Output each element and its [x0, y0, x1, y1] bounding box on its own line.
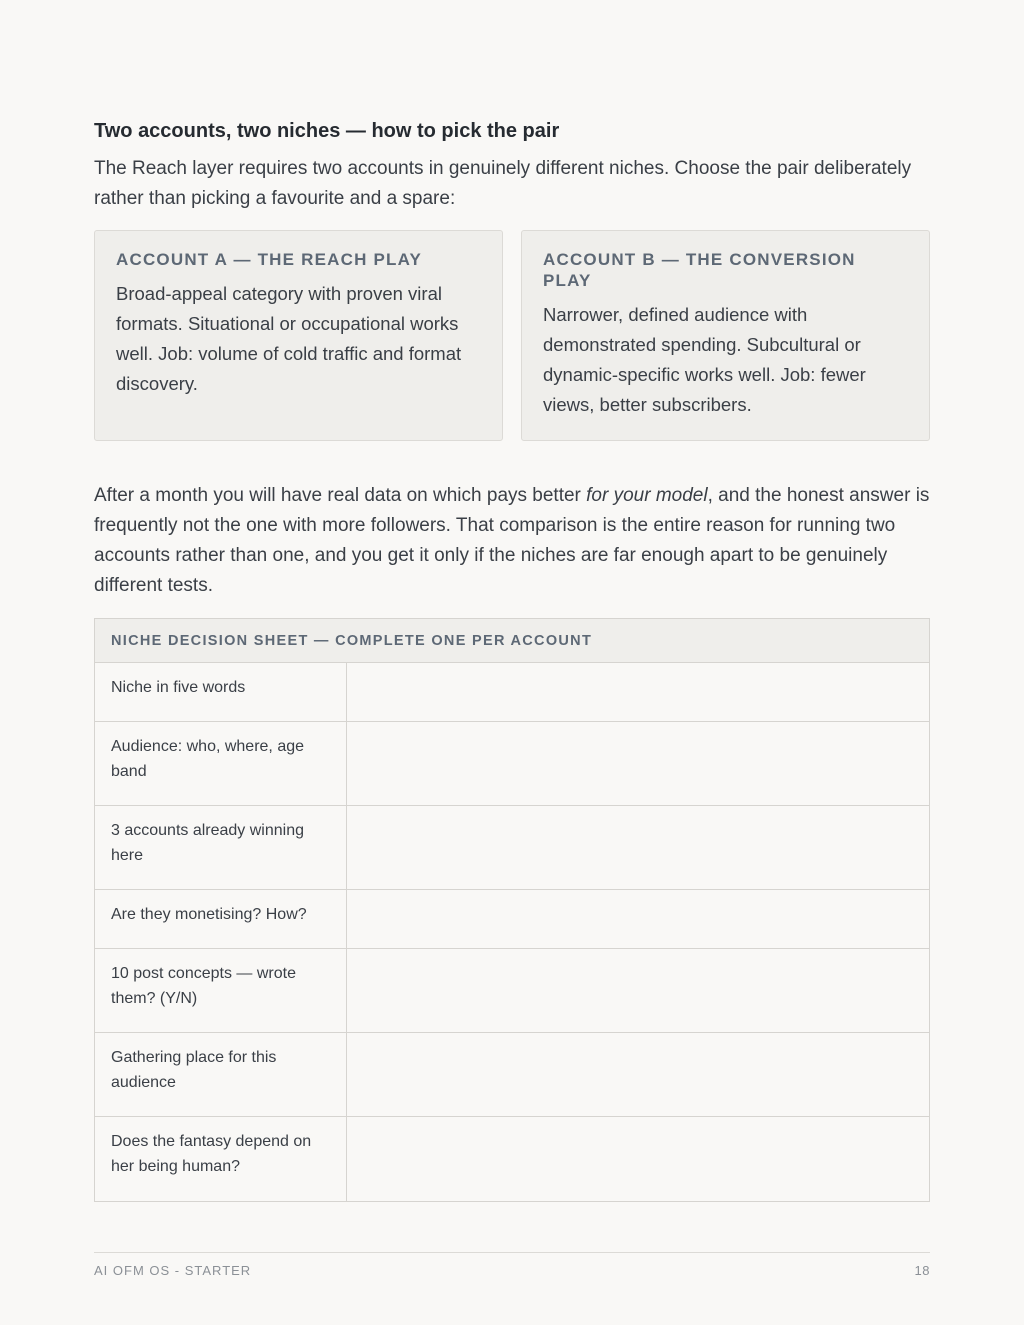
table-row [95, 1033, 929, 1117]
account-a-card [94, 230, 503, 441]
row-label: 10 post concepts — wrote them? (Y/N) [95, 949, 347, 1032]
row-label: Are they monetising? How? [95, 890, 347, 948]
table-row [95, 1117, 929, 1201]
row-value-field[interactable] [347, 949, 929, 1032]
followup-after: , and the honest answer is frequently not the one with more followers. That comparison is the entire reason for running two accounts rather than one, and you get it only if the niches are far enough apart to be genuinely different tests. [94, 485, 930, 596]
row-value-field[interactable] [347, 1033, 929, 1116]
row-value-field[interactable] [347, 806, 929, 889]
row-label: Niche in five words [95, 663, 347, 721]
account-b-card [521, 230, 930, 441]
followup-paragraph [94, 481, 930, 601]
row-label: Does the fantasy depend on her being human? [95, 1117, 347, 1201]
table-row [95, 890, 929, 949]
row-value-field[interactable] [347, 663, 929, 721]
account-b-title: ACCOUNT B — THE CONVERSION PLAY [543, 250, 856, 290]
account-a-text: Broad-appeal category with proven viral formats. Situational or occupational works well. Job: volume of cold traffic and format discovery. [116, 283, 462, 394]
row-value-field[interactable] [347, 890, 929, 948]
account-b-text: Narrower, defined audience with demonstrated spending. Subcultural or dynamic-specific works well. Job: fewer views, better subscribers. [543, 304, 866, 415]
footer-title: AI OFM OS - STARTER [94, 1263, 252, 1278]
row-label: Gathering place for this audience [95, 1033, 347, 1116]
row-label: 3 accounts already winning here [95, 806, 347, 889]
row-value-field[interactable] [347, 1117, 929, 1201]
table-row [95, 806, 929, 890]
page-footer [94, 1252, 930, 1278]
row-label: Audience: who, where, age band [95, 722, 347, 805]
account-a-title: ACCOUNT A — THE REACH PLAY [116, 250, 423, 269]
section-heading: Two accounts, two niches — how to pick the pair [94, 120, 560, 142]
followup-before: After a month you will have real data on which pays better [94, 485, 587, 506]
table-row [95, 722, 929, 806]
row-value-field[interactable] [347, 722, 929, 805]
intro-paragraph: The Reach layer requires two accounts in genuinely different niches. Choose the pair deliberately rather than picking a favourite and a spare: [94, 158, 912, 209]
sheet-header: NICHE DECISION SHEET — COMPLETE ONE PER ACCOUNT [95, 619, 929, 663]
account-cards [94, 230, 930, 441]
table-row [95, 663, 929, 722]
followup-emphasis: for your model [586, 485, 708, 506]
niche-decision-sheet [94, 618, 930, 1202]
table-row [95, 949, 929, 1033]
page-number: 18 [914, 1263, 930, 1278]
page-content [94, 118, 930, 1202]
